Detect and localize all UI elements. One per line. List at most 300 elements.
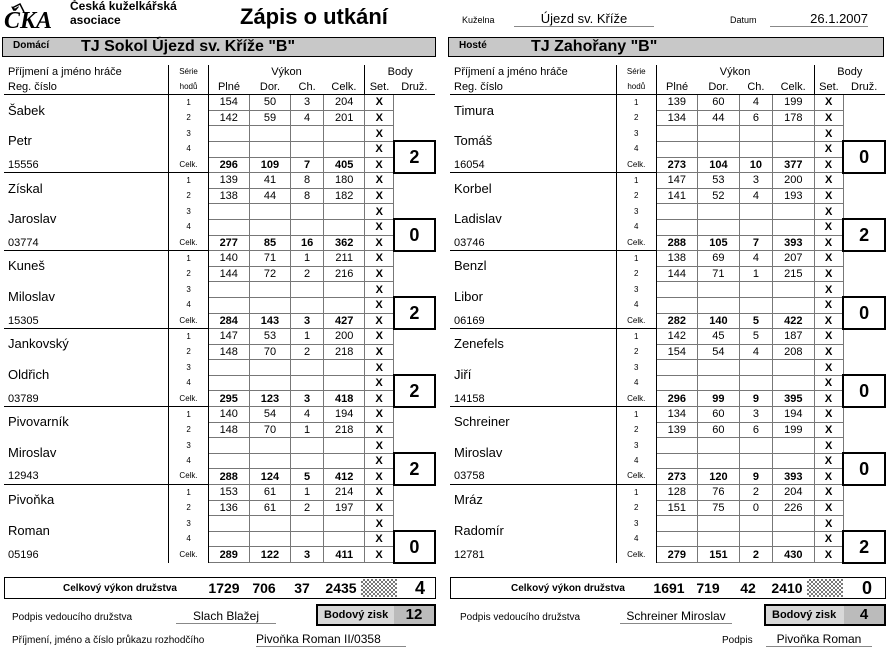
guest-player-reg: 06169: [454, 314, 485, 327]
guest-total-label: Celk.: [616, 235, 656, 251]
home-player-surname: Šabek: [4, 95, 169, 126]
home-serie-number: 1: [169, 95, 208, 111]
home-player-reg: 03789: [8, 392, 39, 405]
guest-total-value: 140: [698, 313, 740, 329]
guest-set-mark: X: [814, 516, 843, 532]
org-line-1: Česká kuželkářská: [70, 0, 177, 13]
home-series-value: 70: [249, 344, 290, 360]
home-player-reg: 15305: [8, 314, 39, 327]
home-col-serie2: hodů: [169, 80, 208, 95]
guest-set-mark: X: [814, 157, 843, 173]
guest-empty-cell: [773, 375, 815, 391]
guest-serie-number: 1: [616, 173, 656, 189]
guest-total-label: Celk.: [616, 391, 656, 407]
guest-series-value: 76: [698, 485, 740, 501]
guest-set-mark: X: [814, 500, 843, 516]
guest-empty-cell: [698, 141, 740, 157]
home-player-reg: 05196: [8, 548, 39, 561]
guest-series-value: 134: [656, 407, 698, 423]
guest-total-value: 5: [739, 313, 772, 329]
guest-serie-number: 4: [616, 141, 656, 157]
guest-series-value: 208: [773, 344, 815, 360]
home-player-firstname: Miroslav: [8, 445, 57, 461]
guest-series-value: 2: [739, 485, 772, 501]
guest-series-value: 139: [656, 422, 698, 438]
home-set-mark: X: [365, 375, 394, 391]
guest-total-value: 120: [698, 469, 740, 485]
home-series-value: 153: [208, 485, 249, 501]
home-total-value: 3: [291, 391, 324, 407]
home-total-value: 85: [249, 235, 290, 251]
home-series-value: 142: [208, 110, 249, 126]
home-set-mark: X: [365, 422, 394, 438]
home-serie-number: 3: [169, 438, 208, 454]
guest-series-value: 54: [698, 344, 740, 360]
referee-label: Příjmení, jméno a číslo průkazu rozhodčího: [12, 635, 205, 646]
home-total-value: 124: [249, 469, 290, 485]
guest-empty-cell: [773, 219, 815, 235]
guest-empty-cell: [656, 297, 698, 313]
home-series-value: 44: [249, 188, 290, 204]
guest-series-value: 6: [739, 110, 772, 126]
home-score-table: [4, 65, 436, 564]
guest-serie-number: 1: [616, 329, 656, 345]
home-col-celk: Celk.: [324, 80, 365, 95]
guest-points-spacer: [843, 251, 885, 298]
guest-empty-cell: [656, 141, 698, 157]
home-empty-cell: [291, 141, 324, 157]
home-series-value: 70: [249, 422, 290, 438]
home-series-value: 148: [208, 422, 249, 438]
guest-series-value: 141: [656, 188, 698, 204]
guest-empty-cell: [656, 438, 698, 454]
guest-empty-cell: [656, 204, 698, 220]
guest-series-value: 60: [698, 407, 740, 423]
home-empty-cell: [249, 360, 290, 376]
guest-player-points: 0: [843, 297, 885, 328]
home-total-label: Celk.: [169, 391, 208, 407]
guest-set-mark: X: [814, 95, 843, 111]
guest-empty-cell: [698, 126, 740, 142]
home-series-value: 1: [291, 485, 324, 501]
home-empty-cell: [249, 141, 290, 157]
guest-serie-number: 3: [616, 438, 656, 454]
guest-serie-number: 3: [616, 360, 656, 376]
home-points-spacer: [394, 251, 435, 298]
guest-serie-number: 3: [616, 282, 656, 298]
guest-series-value: 199: [773, 422, 815, 438]
home-player-surname: Jankovský: [4, 329, 169, 360]
home-series-value: 182: [324, 188, 365, 204]
home-serie-number: 1: [169, 173, 208, 189]
guest-series-value: 154: [656, 344, 698, 360]
home-serie-number: 2: [169, 344, 208, 360]
home-player-surname: Pivoňka: [4, 485, 169, 516]
home-set-mark: X: [365, 547, 394, 563]
guest-set-mark: X: [814, 531, 843, 547]
guest-empty-cell: [773, 282, 815, 298]
guest-empty-cell: [773, 126, 815, 142]
guest-total-value: 10: [739, 157, 772, 173]
guest-set-mark: X: [814, 407, 843, 423]
guest-col-druz: Druž.: [843, 80, 885, 95]
home-summary-plne: 1729: [208, 580, 240, 596]
guest-serie-number: 4: [616, 453, 656, 469]
home-serie-number: 4: [169, 219, 208, 235]
guest-empty-cell: [698, 204, 740, 220]
home-set-mark: X: [365, 313, 394, 329]
home-empty-cell: [208, 126, 249, 142]
guest-empty-cell: [698, 438, 740, 454]
home-set-mark: X: [365, 516, 394, 532]
guest-summary-ch: 42: [740, 580, 756, 596]
home-empty-cell: [249, 516, 290, 532]
guest-empty-cell: [773, 453, 815, 469]
guest-col-set: Set.: [814, 80, 843, 95]
home-leader-label: Podpis vedoucího družstva: [12, 612, 133, 623]
home-summary-ch: 37: [294, 580, 310, 596]
guest-series-value: 178: [773, 110, 815, 126]
guest-team-name: TJ Zahořany "B": [531, 38, 658, 55]
guest-series-value: 44: [698, 110, 740, 126]
home-player-reg: 15556: [8, 158, 39, 171]
home-set-mark: X: [365, 141, 394, 157]
home-player-firstname: Miloslav: [8, 289, 55, 305]
home-points-spacer: [394, 329, 435, 376]
home-set-mark: X: [365, 391, 394, 407]
guest-total-value: 2: [739, 547, 772, 563]
guest-series-value: 45: [698, 329, 740, 345]
guest-empty-cell: [698, 360, 740, 376]
guest-series-value: 134: [656, 110, 698, 126]
home-serie-number: 4: [169, 453, 208, 469]
home-total-value: 288: [208, 469, 249, 485]
guest-col-ch: Ch.: [739, 80, 772, 95]
home-empty-cell: [249, 297, 290, 313]
home-serie-number: 1: [169, 485, 208, 501]
guest-empty-cell: [739, 204, 772, 220]
guest-empty-cell: [739, 297, 772, 313]
home-series-value: 154: [208, 95, 249, 111]
guest-empty-cell: [656, 453, 698, 469]
home-serie-number: 2: [169, 266, 208, 282]
guest-serie-number: 4: [616, 531, 656, 547]
guest-series-value: 52: [698, 188, 740, 204]
home-empty-cell: [208, 141, 249, 157]
home-col-body: Body: [365, 65, 435, 80]
guest-set-mark: X: [814, 344, 843, 360]
guest-set-mark: X: [814, 126, 843, 142]
home-series-value: 194: [324, 407, 365, 423]
guest-series-value: 187: [773, 329, 815, 345]
guest-series-value: 199: [773, 95, 815, 111]
guest-empty-cell: [698, 531, 740, 547]
guest-series-value: 200: [773, 173, 815, 189]
guest-total-value: 273: [656, 469, 698, 485]
home-player-points: 2: [394, 453, 435, 484]
home-set-mark: X: [365, 282, 394, 298]
guest-score-table: [450, 65, 886, 564]
guest-series-value: 138: [656, 251, 698, 267]
home-player-surname: Získal: [4, 173, 169, 204]
guest-serie-number: 4: [616, 219, 656, 235]
home-set-mark: X: [365, 329, 394, 345]
guest-points-gain: [764, 604, 886, 626]
guest-serie-number: 2: [616, 266, 656, 282]
guest-total-value: 9: [739, 469, 772, 485]
guest-empty-cell: [656, 126, 698, 142]
guest-player-reg: 16054: [454, 158, 485, 171]
guest-total-value: 395: [773, 391, 815, 407]
home-empty-cell: [324, 204, 365, 220]
guest-summary-plne: 1691: [653, 580, 685, 596]
guest-empty-cell: [656, 375, 698, 391]
guest-series-value: 4: [739, 344, 772, 360]
home-serie-number: 4: [169, 297, 208, 313]
home-series-value: 218: [324, 344, 365, 360]
home-summary-celk: 2435: [325, 580, 357, 596]
home-col-vykon: Výkon: [271, 66, 302, 79]
home-serie-number: 4: [169, 375, 208, 391]
guest-empty-cell: [739, 438, 772, 454]
home-set-mark: X: [365, 360, 394, 376]
guest-set-mark: X: [814, 282, 843, 298]
home-serie-number: 3: [169, 516, 208, 532]
home-series-value: 2: [291, 266, 324, 282]
home-player-firstname: Roman: [8, 523, 50, 539]
home-summary-hatch: [361, 579, 397, 597]
guest-total-value: 393: [773, 469, 815, 485]
home-set-mark: X: [365, 173, 394, 189]
home-serie-number: 2: [169, 500, 208, 516]
guest-summary-label: Celkový výkon družstva: [511, 583, 625, 594]
home-player-reg: 12943: [8, 470, 39, 483]
guest-set-mark: X: [814, 453, 843, 469]
guest-serie-number: 1: [616, 485, 656, 501]
guest-points-spacer: [843, 485, 885, 532]
guest-empty-cell: [698, 453, 740, 469]
home-player-surname: Kuneš: [4, 251, 169, 282]
home-series-value: 2: [291, 344, 324, 360]
home-col-set: Set.: [365, 80, 394, 95]
guest-total-value: 282: [656, 313, 698, 329]
guest-serie-number: 3: [616, 126, 656, 142]
home-summary-points: 4: [414, 578, 425, 598]
home-set-mark: X: [365, 126, 394, 142]
home-empty-cell: [291, 282, 324, 298]
home-points-spacer: [394, 485, 435, 532]
home-total-value: 418: [324, 391, 365, 407]
home-set-mark: X: [365, 344, 394, 360]
guest-empty-cell: [698, 297, 740, 313]
home-total-value: 427: [324, 313, 365, 329]
home-col-player: Příjmení a jméno hráče: [8, 66, 122, 79]
guest-col-player: Příjmení a jméno hráče: [454, 66, 568, 79]
guest-total-value: 151: [698, 547, 740, 563]
home-empty-cell: [208, 204, 249, 220]
home-series-value: 2: [291, 500, 324, 516]
guest-serie-number: 3: [616, 204, 656, 220]
home-set-mark: X: [365, 157, 394, 173]
home-total-value: 143: [249, 313, 290, 329]
guest-serie-number: 1: [616, 95, 656, 111]
guest-set-mark: X: [814, 329, 843, 345]
home-series-value: 71: [249, 251, 290, 267]
guest-set-mark: X: [814, 251, 843, 267]
home-series-value: 204: [324, 95, 365, 111]
guest-series-value: 53: [698, 173, 740, 189]
home-set-mark: X: [365, 438, 394, 454]
home-empty-cell: [208, 297, 249, 313]
guest-player-surname: Zenefels: [450, 329, 616, 360]
home-series-value: 1: [291, 251, 324, 267]
guest-player-points: 2: [843, 531, 885, 562]
home-empty-cell: [324, 141, 365, 157]
home-points-spacer: [394, 407, 435, 454]
guest-series-value: 60: [698, 95, 740, 111]
home-total-label: Celk.: [169, 313, 208, 329]
guest-set-mark: X: [814, 266, 843, 282]
home-total-value: 284: [208, 313, 249, 329]
home-series-value: 201: [324, 110, 365, 126]
guest-points-spacer: [843, 329, 885, 376]
home-empty-cell: [291, 453, 324, 469]
home-player-firstname: Petr: [8, 133, 32, 149]
guest-series-value: 215: [773, 266, 815, 282]
guest-serie-number: 1: [616, 251, 656, 267]
home-set-mark: X: [365, 297, 394, 313]
home-empty-cell: [324, 531, 365, 547]
home-empty-cell: [291, 204, 324, 220]
guest-player-reg: 03746: [454, 236, 485, 249]
guest-empty-cell: [656, 516, 698, 532]
guest-serie-number: 2: [616, 422, 656, 438]
home-set-mark: X: [365, 485, 394, 501]
guest-set-mark: X: [814, 469, 843, 485]
home-col-ch: Ch.: [291, 80, 324, 95]
home-series-value: 61: [249, 485, 290, 501]
home-leader-value: Slach Blažej: [176, 609, 276, 624]
guest-set-mark: X: [814, 485, 843, 501]
guest-summary-dor: 719: [696, 580, 720, 596]
guest-zisk-value: 4: [844, 606, 884, 624]
home-serie-number: 3: [169, 360, 208, 376]
home-set-mark: X: [365, 188, 394, 204]
home-total-value: 289: [208, 547, 249, 563]
home-serie-number: 4: [169, 531, 208, 547]
home-total-value: 411: [324, 547, 365, 563]
home-player-points: 2: [394, 375, 435, 406]
home-zisk-value: 12: [394, 606, 434, 624]
home-series-value: 54: [249, 407, 290, 423]
home-serie-number: 1: [169, 329, 208, 345]
home-player-firstname: Jaroslav: [8, 211, 57, 227]
guest-series-value: 226: [773, 500, 815, 516]
home-empty-cell: [208, 282, 249, 298]
guest-set-mark: X: [814, 204, 843, 220]
guest-player-surname: Korbel: [450, 173, 616, 204]
guest-col-serie: Série: [616, 65, 656, 80]
home-player-points: 0: [394, 219, 435, 250]
guest-serie-number: 2: [616, 344, 656, 360]
home-series-value: 148: [208, 344, 249, 360]
home-set-mark: X: [365, 266, 394, 282]
home-set-mark: X: [365, 235, 394, 251]
home-empty-cell: [324, 360, 365, 376]
guest-empty-cell: [739, 141, 772, 157]
guest-empty-cell: [698, 219, 740, 235]
guest-serie-number: 2: [616, 500, 656, 516]
home-zisk-label: Bodový zisk: [324, 609, 389, 621]
home-total-value: 405: [324, 157, 365, 173]
guest-summary-points: 0: [861, 578, 872, 598]
home-empty-cell: [208, 219, 249, 235]
home-series-value: 4: [291, 407, 324, 423]
home-total-value: 3: [291, 313, 324, 329]
guest-set-mark: X: [814, 360, 843, 376]
guest-team-bar: [448, 37, 884, 57]
home-col-dor: Dor.: [249, 80, 290, 95]
home-empty-cell: [324, 219, 365, 235]
guest-empty-cell: [656, 219, 698, 235]
home-empty-cell: [208, 375, 249, 391]
home-col-plne: Plné: [208, 80, 249, 95]
home-empty-cell: [291, 531, 324, 547]
guest-summary-hatch: [807, 579, 843, 597]
home-empty-cell: [208, 531, 249, 547]
guest-total-label: Celk.: [616, 469, 656, 485]
date-label: Datum: [730, 15, 757, 25]
home-series-value: 218: [324, 422, 365, 438]
home-empty-cell: [249, 375, 290, 391]
guest-series-value: 128: [656, 485, 698, 501]
home-empty-cell: [324, 453, 365, 469]
home-total-value: 362: [324, 235, 365, 251]
guest-empty-cell: [698, 516, 740, 532]
signature-label: Podpis: [722, 635, 753, 646]
home-empty-cell: [208, 438, 249, 454]
guest-empty-cell: [739, 453, 772, 469]
guest-total-value: 104: [698, 157, 740, 173]
home-total-value: 412: [324, 469, 365, 485]
signature-value: Pivoňka Roman: [766, 632, 872, 647]
guest-total-label: Celk.: [616, 547, 656, 563]
home-col-druz: Druž.: [394, 80, 435, 95]
guest-total-value: 377: [773, 157, 815, 173]
home-empty-cell: [249, 126, 290, 142]
home-series-value: 138: [208, 188, 249, 204]
home-series-value: 72: [249, 266, 290, 282]
guest-col-dor: Dor.: [698, 80, 740, 95]
home-total-value: 295: [208, 391, 249, 407]
guest-empty-cell: [656, 282, 698, 298]
home-serie-number: 3: [169, 126, 208, 142]
guest-series-value: 6: [739, 422, 772, 438]
guest-col-body: Body: [814, 65, 885, 80]
home-series-value: 1: [291, 329, 324, 345]
guest-empty-cell: [739, 282, 772, 298]
home-series-value: 1: [291, 422, 324, 438]
guest-empty-cell: [773, 438, 815, 454]
home-total-label: Celk.: [169, 547, 208, 563]
guest-player-firstname: Libor: [454, 289, 483, 305]
guest-set-mark: X: [814, 173, 843, 189]
home-empty-cell: [208, 453, 249, 469]
home-empty-cell: [324, 375, 365, 391]
guest-player-reg: 12781: [454, 548, 485, 561]
guest-empty-cell: [698, 375, 740, 391]
guest-empty-cell: [739, 531, 772, 547]
